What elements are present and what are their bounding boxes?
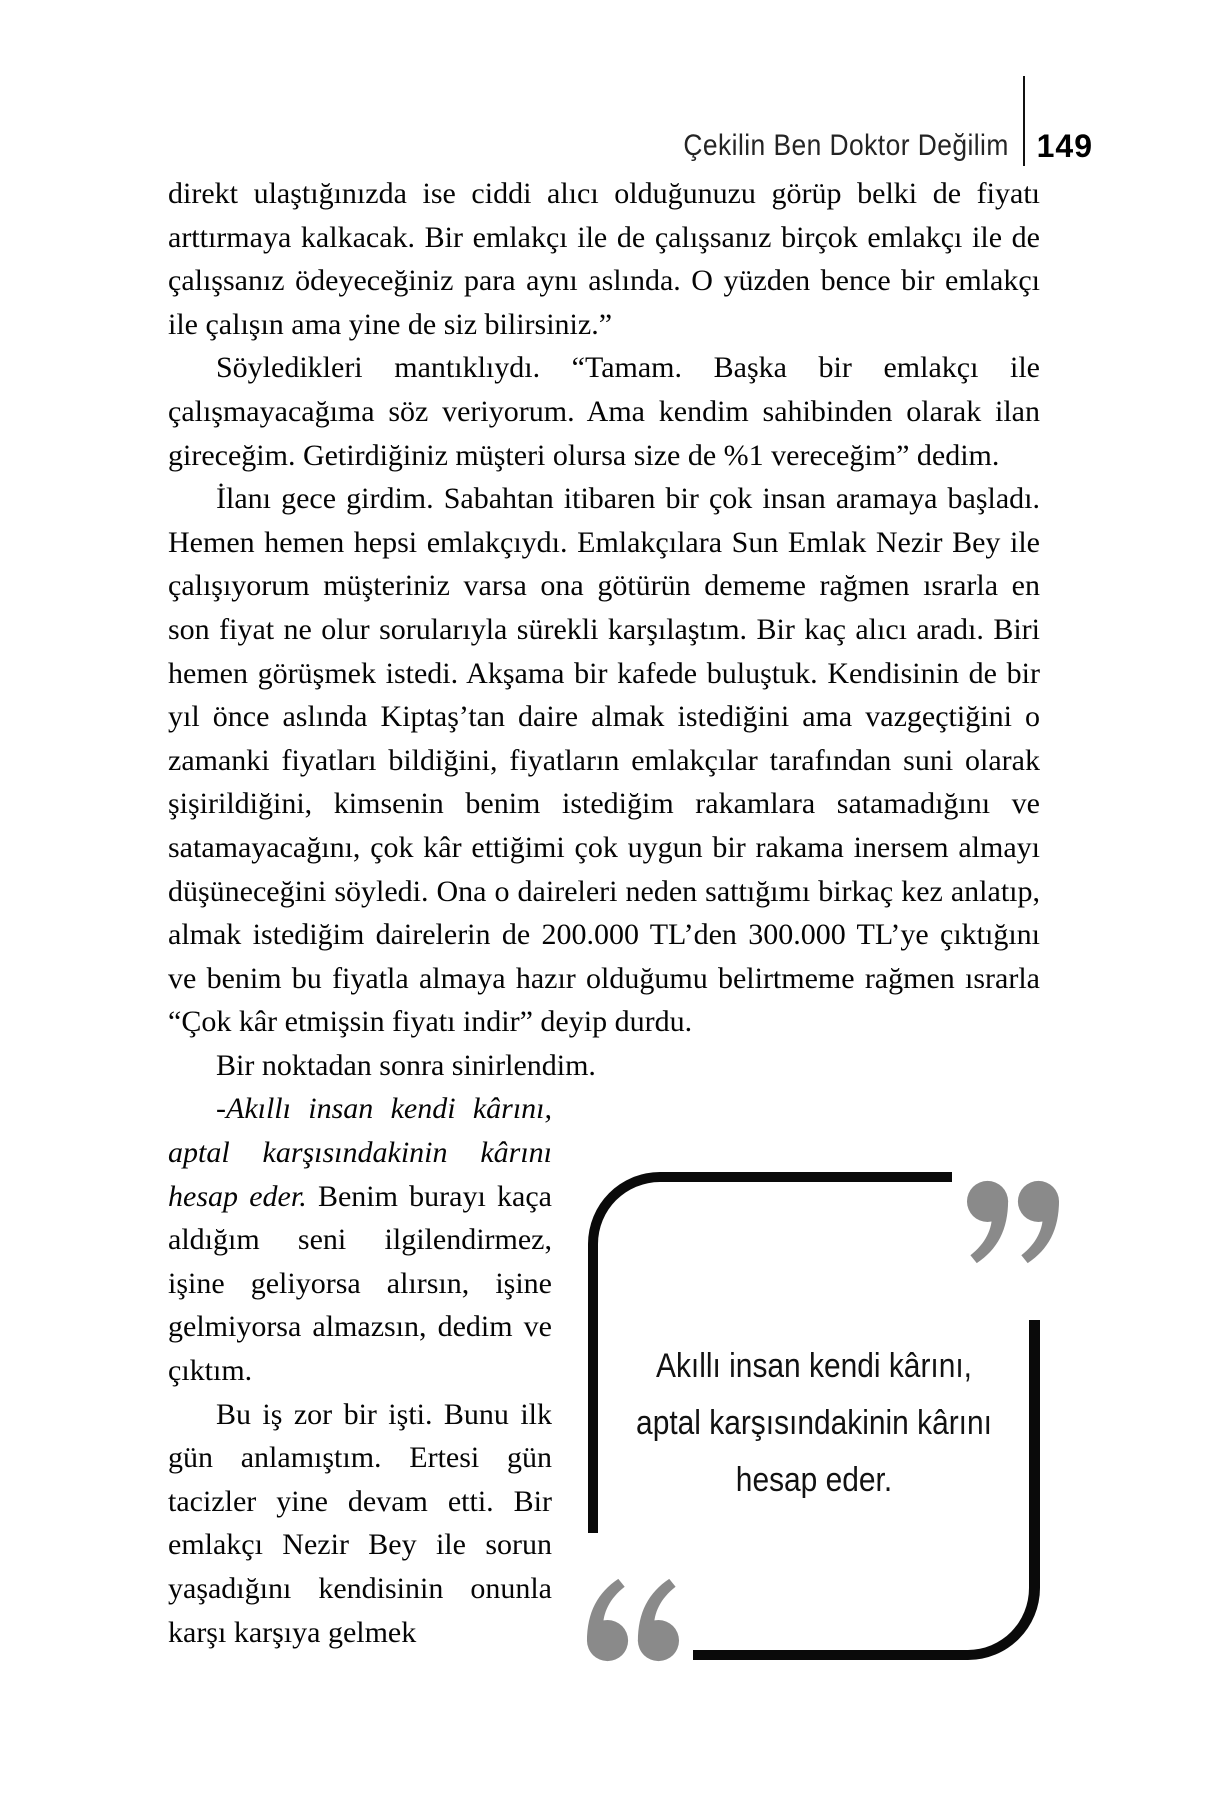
paragraph-2: Söyledikleri mantıklıydı. “Tamam. Başka bir emlakçı ile çalışmayacağıma söz veriyorum. Ama kendim sahibinden olarak ilan gireceğim. Getirdiğiniz müşteri olursa size de %1 vereceğim” dedim. [168, 351, 1040, 472]
pull-quote-box [588, 1172, 1040, 1660]
paragraph-5-regular: Benim burayı kaça aldığım seni ilgilendirmez, işine geliyorsa alırsın, işine gelmiyorsa almazsın, dedim ve çıktım. [168, 1179, 552, 1388]
paragraph-5-italic-lead: -Akıllı insan kendi kârını, aptal karşısındakinin kârını hesap eder. [168, 1092, 552, 1213]
close-quote-icon [966, 1180, 1060, 1264]
paragraph-1: direkt ulaştığınızda ise ciddi alıcı olduğunuzu görüp belki de fiyatı arttırmaya kalkacak. Bir emlakçı ile de çalışsanız birçok emlakçı ile de çalışsanız ödeyeceğiniz para aynı aslında. O yüzden bence bir emlakçı ile çalışın ama yine de siz bilirsiniz.” [168, 177, 1040, 341]
running-head: Çekilin Ben Doktor Değilim [683, 129, 1009, 162]
page-number: 149 [1036, 128, 1093, 164]
paragraph-6: Bu iş zor bir işti. Bunu ilk gün anlamıştım. Ertesi gün tacizler yine devam etti. Bir emlakçı Nezir Bey ile sorun yaşadığını kendisinin onunla karşı karşıya gelmek [168, 1397, 552, 1649]
paragraph-5 [168, 1087, 552, 1392]
pull-quote-line-3: hesap eder. [735, 1461, 893, 1499]
pull-quote-line-1: Akıllı insan kendi kârını, [656, 1347, 972, 1385]
header-divider [1023, 76, 1025, 166]
pull-quote-line-2: aptal karşısındakinin kârını [636, 1404, 992, 1442]
pull-quote-text [615, 1338, 1013, 1509]
open-quote-icon [586, 1578, 680, 1662]
wrapped-column [168, 1087, 552, 1654]
paragraph-3: İlanı gece girdim. Sabahtan itibaren bir çok insan aramaya başladı. Hemen hemen hepsi emlakçıydı. Emlakçılara Sun Emlak Nezir Bey ile çalışıyorum müşteriniz varsa ona götürün dememe rağmen ısrarla en son fiyat ne olur sorularıyla sürekli karşılaştım. Bir kaç alıcı aradı. Biri hemen görüşmek istedi. Akşama bir kafede buluştuk. Kendisinin de bir yıl önce aslında Kiptaş’tan daire almak istediğini ama vazgeçtiğini o zamanki fiyatları bildiğini, fiyatların emlakçılar tarafından suni olarak şişirildiğini, kimsenin benim istediğim rakamlara satamadığını ve satamayacağını, çok kâr ettiğimi çok uygun bir rakama inersem almayı düşüneceğini söyledi. Ona o daireleri neden sattığımı birkaç kez anlatıp, almak istediğim dairelerin de 200.000 TL’den 300.000 TL’ye çıktığını ve benim bu fiyatla almaya hazır olduğumu belirtmeme rağmen ısrarla “Çok kâr etmişsin fiyatı indir” deyip durdu. [168, 482, 1040, 1039]
paragraph-4: Bir noktadan sonra sinirlendim. [216, 1048, 596, 1082]
page-header [639, 76, 1093, 166]
